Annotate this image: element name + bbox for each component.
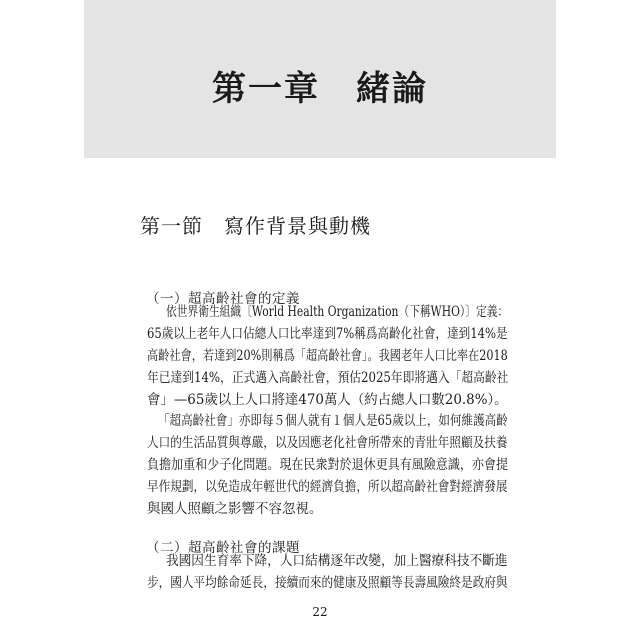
text-line: 依世界衛生組織〔World Health Organization（下稱WHO）〕定義：: [166, 304, 509, 320]
text-line: 高齡社會，若達到20%則稱爲「超高齡社會」。我國老年人口比率在2018: [147, 348, 508, 364]
chapter-banner: [84, 0, 556, 158]
text-line: 年已達到14%，正式邁入高齡社會，預估2025年即將邁入「超高齡社: [147, 370, 509, 386]
text-line: 「超高齡社會」亦即每５個人就有１個人是65歲以上，如何維護高齡: [158, 413, 508, 429]
subsection-heading: （一）超高齡社會的定義: [146, 291, 300, 307]
chapter-title: 第一章 緒論: [212, 68, 428, 109]
text-line: 人口的生活品質與尊嚴，以及因應老化社會所帶來的青壯年照顧及扶養: [147, 435, 508, 451]
text-line: 早作規劃，以免造成年輕世代的經濟負擔，所以超高齡社會對經濟發展: [147, 479, 508, 495]
page-number: 22: [312, 605, 328, 619]
text-line: 與國人照顧之影響不容忽視。: [147, 501, 323, 517]
text-line: 步，國人平均餘命延長，接續而來的健康及照顧等長壽風險終是政府與: [147, 575, 508, 591]
section-title: 第一節 寫作背景與動機: [140, 214, 371, 238]
text-line: 65歲以上老年人口佔總人口比率達到7%稱爲高齡化社會，達到14%是: [147, 326, 508, 342]
subsection-heading: （二）超高齡社會的課題: [146, 540, 300, 556]
text-line: 會」—65歲以上人口將達470萬人（約占總人口數20.8%）。: [147, 392, 508, 408]
text-line: 我國因生育率下降，人口結構逐年改變，加上醫療科技不斷進: [166, 553, 508, 569]
text-line: 負擔加重和少子化問題。現在民衆對於退休更具有風險意識，亦會提: [147, 457, 508, 473]
